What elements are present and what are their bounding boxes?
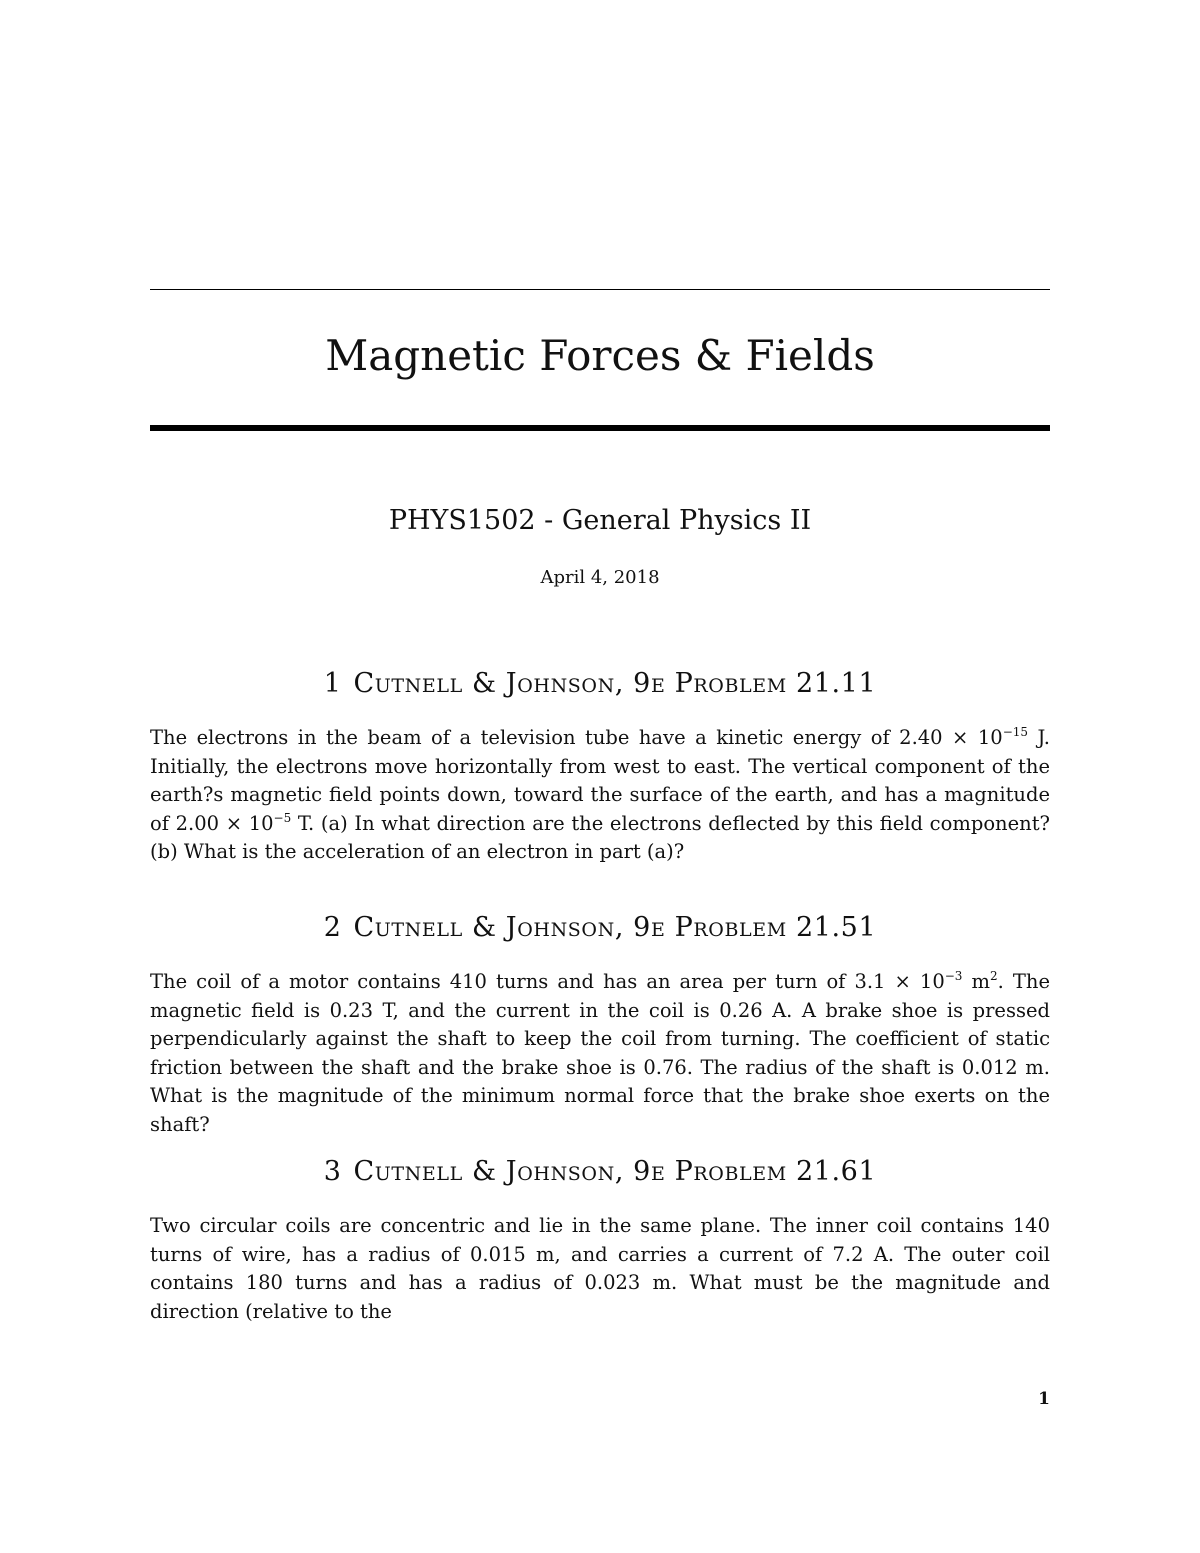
problem-text-3: Two circular coils are concentric and lie in the same plane. The inner coil contains 140 turns of wire, has a radius of 0.015 m, and carries a current of 7.2 A. The outer coil contains 180 turns and has a radius of 0.023 m. What must be the magnitude and direction (relative to the bbox=[150, 1214, 1050, 1323]
course-subtitle: PHYS1502 - General Physics II bbox=[388, 505, 812, 536]
section-heading-2 bbox=[150, 910, 1050, 946]
section-number: 2 bbox=[323, 912, 342, 943]
title-rule bbox=[150, 425, 1050, 431]
section-number: 3 bbox=[323, 1156, 342, 1187]
document-date: April 4, 2018 bbox=[540, 567, 660, 588]
problem-text-1: The electrons in the beam of a television tube have a kinetic energy of $2.40 \times 10^{-15}$ J. Initially, the electrons move horizontally from west to east. The vertical component of the earth?s magnetic field points down, toward the surface of the earth, and has a magnitude of $2.00 \times 10^{-5}$ T. (a) In what direction are the electrons deflected by this field component? (b) What is the acceleration of an electron in part (a)? bbox=[150, 725, 1051, 864]
section-title: Cutnell & Johnson, 9e Problem 21.51 bbox=[353, 912, 877, 943]
section-title: Cutnell & Johnson, 9e Problem 21.61 bbox=[353, 1156, 877, 1187]
section-heading-3 bbox=[150, 1154, 1050, 1190]
page-title: Magnetic Forces & Fields bbox=[325, 331, 875, 380]
page-number: 1 bbox=[1038, 1389, 1050, 1409]
section-number: 1 bbox=[323, 668, 342, 699]
section-title: Cutnell & Johnson, 9e Problem 21.11 bbox=[353, 668, 877, 699]
section-heading-1 bbox=[150, 666, 1050, 702]
top-rule bbox=[150, 289, 1050, 290]
problem-text-2: The coil of a motor contains 410 turns and has an area per turn of $3.1 \times 10^{-3}$ $m^2$. The magnetic field is 0.23 T, and the current in the coil is 0.26 A. A brake shoe is pressed perpendicularly against the shaft to keep the coil from turning. The coefficient of static friction between the shaft and the brake shoe is 0.76. The radius of the shaft is 0.012 m. What is the magnitude of the minimum normal force that the brake shoe exerts on the shaft? bbox=[150, 969, 1050, 1136]
